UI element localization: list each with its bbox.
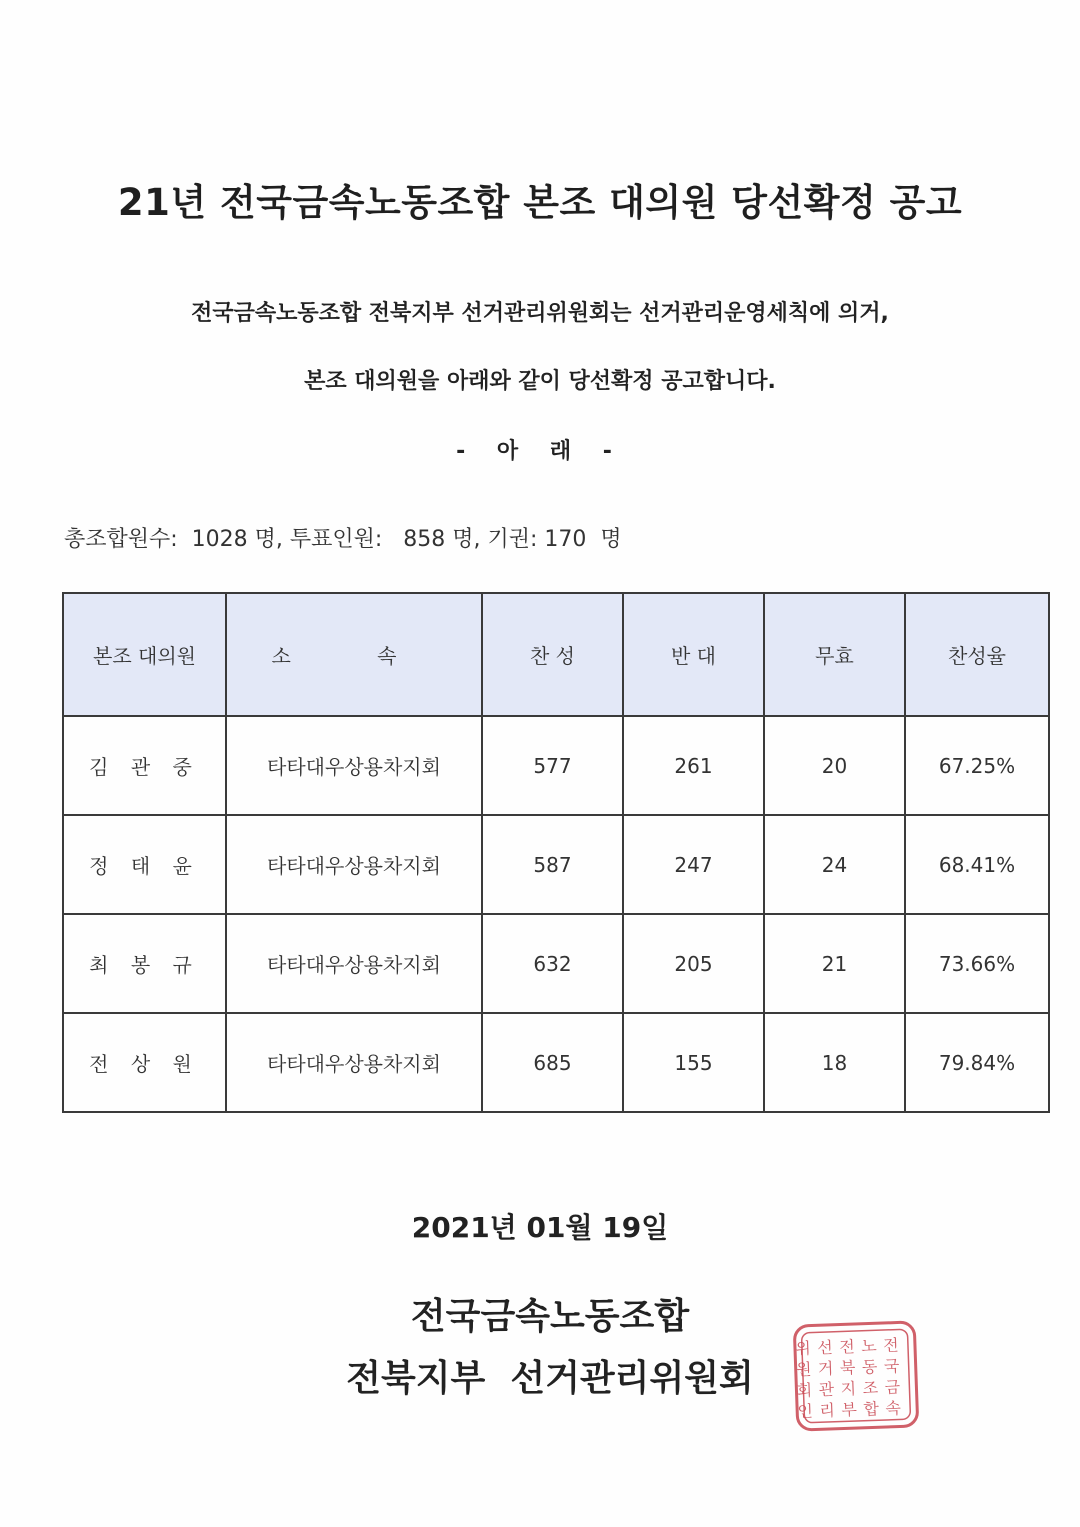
yes-count: 632 (482, 914, 623, 1013)
seal-glyph: 조 (862, 1378, 879, 1398)
table-row (63, 716, 1049, 815)
committee-name: 전북지부 선거관리위원회 (346, 1358, 754, 1399)
approval-rate: 79.84% (905, 1013, 1049, 1112)
approval-rate: 67.25% (905, 716, 1049, 815)
seal-glyph: 속 (885, 1398, 902, 1418)
seal-glyph: 원 (795, 1359, 812, 1380)
header-yes: 찬 성 (482, 593, 623, 716)
seal-glyph: 노 (860, 1336, 878, 1356)
header-invalid: 무효 (764, 593, 905, 716)
seal-glyph: 인 (797, 1401, 814, 1422)
invalid-count: 18 (764, 1013, 905, 1112)
table-row (63, 914, 1049, 1013)
seal-glyph: 합 (863, 1399, 880, 1419)
official-seal-icon (788, 1316, 924, 1437)
table-header-row (63, 593, 1049, 716)
no-count: 261 (623, 716, 764, 815)
invalid-count: 20 (764, 716, 905, 815)
seal-glyph: 전 (882, 1335, 900, 1356)
results-table (62, 592, 1050, 1113)
vote-summary: 총조합원수: 1028 명, 투표인원: 858 명, 기권: 170 명 (64, 527, 622, 552)
seal-glyph: 동 (861, 1357, 878, 1377)
delegate-affiliation: 타타대우상용차지회 (226, 914, 482, 1013)
seal-glyph: 관 (818, 1379, 835, 1400)
no-count: 205 (623, 914, 764, 1013)
invalid-count: 21 (764, 914, 905, 1013)
no-count: 247 (623, 815, 764, 914)
seal-glyph: 국 (883, 1356, 900, 1377)
seal-glyph: 북 (839, 1358, 856, 1378)
header-delegate: 본조 대의원 (63, 593, 226, 716)
section-marker: - 아 래 - (456, 439, 624, 464)
delegate-affiliation: 타타대우상용차지회 (226, 1013, 482, 1112)
no-count: 155 (623, 1013, 764, 1112)
announcement-date: 2021년 01월 19일 (411, 1211, 669, 1244)
header-affiliation: 소 속 (226, 593, 482, 716)
document-title: 21년 전국금속노동조합 본조 대의원 당선확정 공고 (117, 181, 963, 224)
header-approval-rate: 찬성율 (905, 593, 1049, 716)
seal-glyph: 전 (838, 1337, 856, 1357)
invalid-count: 24 (764, 815, 905, 914)
yes-count: 577 (482, 716, 623, 815)
table-row (63, 1013, 1049, 1112)
organization-name: 전국금속노동조합 (410, 1296, 690, 1337)
approval-rate: 68.41% (905, 815, 1049, 914)
delegate-name: 최 봉 규 (63, 914, 226, 1013)
delegate-name: 전 상 원 (63, 1013, 226, 1112)
delegate-name: 정 태 윤 (63, 815, 226, 914)
delegate-affiliation: 타타대우상용차지회 (226, 716, 482, 815)
seal-glyph: 선 (816, 1337, 834, 1358)
intro-line-1: 전국금속노동조합 전북지부 선거관리위원회는 선거관리운영세칙에 의거, (191, 301, 889, 326)
approval-rate: 73.66% (905, 914, 1049, 1013)
intro-line-2: 본조 대의원을 아래와 같이 당선확정 공고합니다. (304, 369, 776, 394)
seal-glyph: 회 (796, 1380, 813, 1401)
seal-glyph: 지 (840, 1379, 857, 1399)
seal-glyph: 부 (841, 1399, 858, 1420)
table-row (63, 815, 1049, 914)
header-no: 반 대 (623, 593, 764, 716)
delegate-affiliation: 타타대우상용차지회 (226, 815, 482, 914)
seal-glyph: 리 (819, 1400, 836, 1421)
yes-count: 587 (482, 815, 623, 914)
seal-glyph: 위 (794, 1338, 812, 1359)
seal-glyph: 금 (884, 1377, 901, 1398)
seal-glyph: 거 (817, 1358, 834, 1379)
yes-count: 685 (482, 1013, 623, 1112)
delegate-name: 김 관 중 (63, 716, 226, 815)
